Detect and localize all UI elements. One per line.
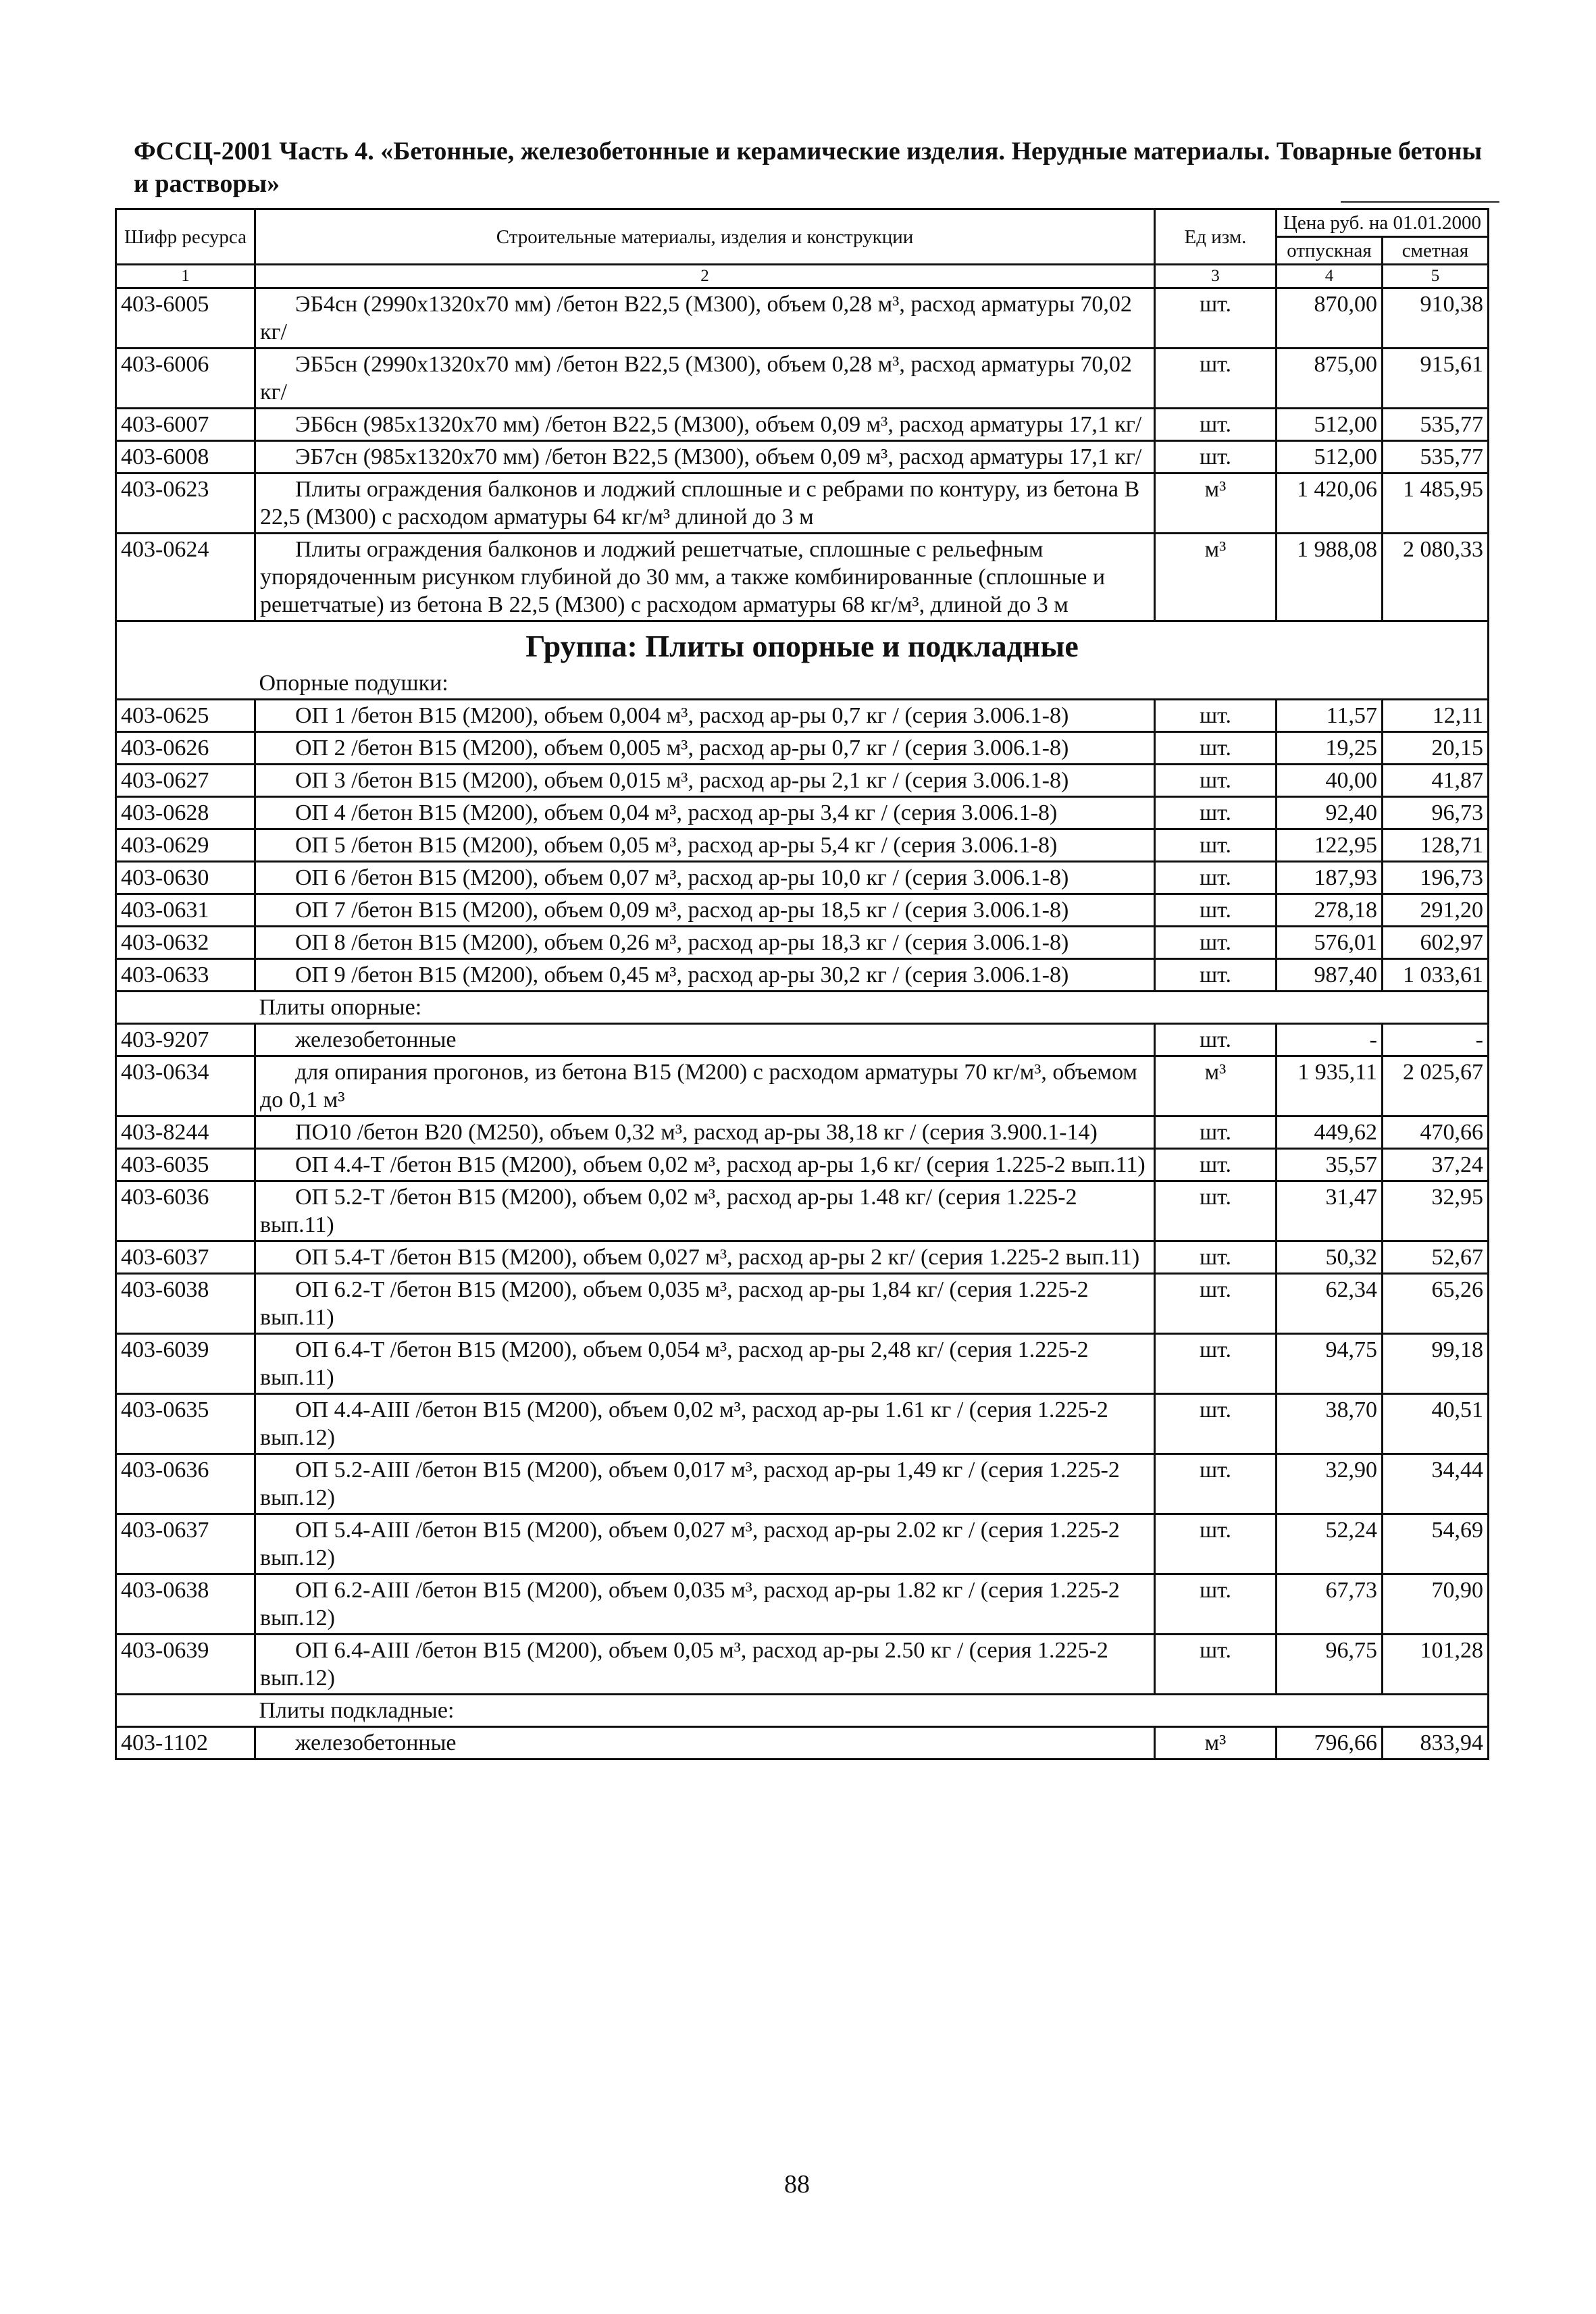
row-description: ОП 4.4-Т /бетон В15 (М200), объем 0,02 м³, расход ар-ры 1,6 кг/ (серия 1.225-2 вып.11) [295, 1152, 1145, 1177]
cell-release-price: 35,57 [1277, 1149, 1383, 1181]
cell-code: 403-6039 [116, 1334, 255, 1394]
cell-name [255, 1181, 1155, 1241]
cell-release-price: 875,00 [1277, 349, 1383, 409]
cell-release-price: 187,93 [1277, 862, 1383, 894]
table-row [116, 829, 1489, 862]
cell-release-price: 576,01 [1277, 927, 1383, 959]
cell-unit: шт. [1155, 700, 1277, 732]
cell-estimate-price: 12,11 [1383, 700, 1489, 732]
header-name: Строительные материалы, изделия и конструкции [255, 209, 1155, 265]
row-description: ОП 6.4-АIII /бетон В15 (М200), объем 0,05 м³, расход ар-ры 2.50 кг / (серия 1.225-2 вып.12) [260, 1638, 1108, 1691]
cell-code: 403-0633 [116, 959, 255, 992]
cell-release-price: 122,95 [1277, 829, 1383, 862]
cell-unit: шт. [1155, 927, 1277, 959]
table-header-row [116, 209, 1489, 237]
cell-unit: м³ [1155, 534, 1277, 621]
cell-release-price: 512,00 [1277, 409, 1383, 441]
cell-name [255, 894, 1155, 927]
group-title: Группа: Плиты опорные и подкладные [116, 621, 1489, 669]
cell-code: 403-0629 [116, 829, 255, 862]
cell-estimate-price: 196,73 [1383, 862, 1489, 894]
cell-code: 403-0639 [116, 1635, 255, 1695]
cell-unit: м³ [1155, 1727, 1277, 1759]
cell-release-price: 31,47 [1277, 1181, 1383, 1241]
table-row [116, 288, 1489, 349]
cell-release-price: - [1277, 1024, 1383, 1056]
table-body [116, 288, 1489, 1759]
cell-name [255, 700, 1155, 732]
cell-release-price: 92,40 [1277, 797, 1383, 829]
cell-name [255, 1274, 1155, 1334]
cell-estimate-price: 833,94 [1383, 1727, 1489, 1759]
cell-name [255, 1727, 1155, 1759]
row-description: ОП 6 /бетон В15 (М200), объем 0,07 м³, расход ар-ры 10,0 кг / (серия 3.006.1-8) [295, 865, 1069, 890]
cell-unit: шт. [1155, 732, 1277, 765]
header-estimate-price: сметная [1383, 237, 1489, 265]
table-row [116, 409, 1489, 441]
table-row [116, 1181, 1489, 1241]
row-description: ПО10 /бетон В20 (М250), объем 0,32 м³, расход ар-ры 38,18 кг / (серия 3.900.1-14) [295, 1120, 1098, 1145]
row-description: ОП 4.4-АIII /бетон В15 (М200), объем 0,02 м³, расход ар-ры 1.61 кг / (серия 1.225-2 вып.12) [260, 1397, 1108, 1450]
row-description: ОП 6.4-Т /бетон В15 (М200), объем 0,054 м³, расход ар-ры 2,48 кг/ (серия 1.225-2 вып.11) [260, 1337, 1089, 1390]
cell-estimate-price: 470,66 [1383, 1116, 1489, 1149]
cell-code: 403-0637 [116, 1514, 255, 1574]
table-row [116, 1727, 1489, 1759]
row-description: ОП 6.2-АIII /бетон В15 (М200), объем 0,035 м³, расход ар-ры 1.82 кг / (серия 1.225-2 вып.12) [260, 1578, 1120, 1630]
cell-code: 403-0628 [116, 797, 255, 829]
cell-name [255, 349, 1155, 409]
row-description: ОП 3 /бетон В15 (М200), объем 0,015 м³, расход ар-ры 2,1 кг / (серия 3.006.1-8) [295, 768, 1069, 793]
cell-unit: шт. [1155, 1274, 1277, 1334]
subhead-cushions: Опорные подушки: [255, 668, 1489, 700]
cell-estimate-price: 96,73 [1383, 797, 1489, 829]
cell-estimate-price: 1 485,95 [1383, 473, 1489, 534]
table-row [116, 1056, 1489, 1116]
cell-estimate-price: 20,15 [1383, 732, 1489, 765]
subhead-spacer [116, 1695, 255, 1727]
cell-unit: шт. [1155, 1116, 1277, 1149]
cell-name [255, 1116, 1155, 1149]
table-row [116, 1149, 1489, 1181]
row-description: ОП 2 /бетон В15 (М200), объем 0,005 м³, расход ар-ры 0,7 кг / (серия 3.006.1-8) [295, 736, 1069, 761]
table-row [116, 862, 1489, 894]
cell-estimate-price: 37,24 [1383, 1149, 1489, 1181]
cell-code: 403-0634 [116, 1056, 255, 1116]
cell-name [255, 1149, 1155, 1181]
header-unit: Ед изм. [1155, 209, 1277, 265]
page-title: ФССЦ-2001 Часть 4. «Бетонные, железобетонные и керамические изделия. Нерудные материалы. Товарные бетоны и растворы» [134, 137, 1483, 198]
cell-release-price: 987,40 [1277, 959, 1383, 992]
table-row [116, 1334, 1489, 1394]
row-description: ОП 8 /бетон В15 (М200), объем 0,26 м³, расход ар-ры 18,3 кг / (серия 3.006.1-8) [295, 930, 1069, 955]
table-row [116, 1116, 1489, 1149]
cell-unit: м³ [1155, 473, 1277, 534]
header-code: Шифр ресурса [116, 209, 255, 265]
cell-unit: шт. [1155, 862, 1277, 894]
row-description: ОП 9 /бетон В15 (М200), объем 0,45 м³, расход ар-ры 30,2 кг / (серия 3.006.1-8) [295, 962, 1069, 987]
row-description: ЭБ6сн (985x1320x70 мм) /бетон В22,5 (М300), объем 0,09 м³, расход арматуры 17,1 кг/ [295, 412, 1142, 437]
cell-code: 403-0623 [116, 473, 255, 534]
column-number: 4 [1277, 265, 1383, 288]
cell-code: 403-0636 [116, 1454, 255, 1514]
table-row [116, 1024, 1489, 1056]
cell-estimate-price: 535,77 [1383, 441, 1489, 473]
cell-unit: шт. [1155, 894, 1277, 927]
cell-name [255, 473, 1155, 534]
cell-code: 403-6006 [116, 349, 255, 409]
cell-code: 403-0625 [116, 700, 255, 732]
cell-name [255, 1024, 1155, 1056]
cell-name [255, 1394, 1155, 1454]
cell-release-price: 52,24 [1277, 1514, 1383, 1574]
table-row [116, 1241, 1489, 1274]
group-title-row [116, 621, 1489, 669]
table-row [116, 441, 1489, 473]
cell-code: 403-0627 [116, 765, 255, 797]
cell-estimate-price: 2 080,33 [1383, 534, 1489, 621]
cell-name [255, 441, 1155, 473]
price-table [115, 208, 1489, 1760]
subhead-spacer [116, 668, 255, 700]
cell-unit: шт. [1155, 1241, 1277, 1274]
table-row [116, 959, 1489, 992]
cell-unit: шт. [1155, 1574, 1277, 1635]
cell-release-price: 1 420,06 [1277, 473, 1383, 534]
cell-estimate-price: 291,20 [1383, 894, 1489, 927]
cell-name [255, 959, 1155, 992]
cell-estimate-price: 1 033,61 [1383, 959, 1489, 992]
cell-release-price: 94,75 [1277, 1334, 1383, 1394]
cell-unit: шт. [1155, 288, 1277, 349]
column-number: 1 [116, 265, 255, 288]
subhead-spacer [116, 992, 255, 1024]
cell-code: 403-6008 [116, 441, 255, 473]
cell-name [255, 862, 1155, 894]
cell-estimate-price: 535,77 [1383, 409, 1489, 441]
header-price-group: Цена руб. на 01.01.2000 [1277, 209, 1489, 237]
cell-estimate-price: 99,18 [1383, 1334, 1489, 1394]
cell-unit: шт. [1155, 765, 1277, 797]
cell-name [255, 1241, 1155, 1274]
cell-code: 403-0626 [116, 732, 255, 765]
cell-name [255, 1056, 1155, 1116]
cell-code: 403-6005 [116, 288, 255, 349]
cell-unit: шт. [1155, 1334, 1277, 1394]
cell-unit: шт. [1155, 1635, 1277, 1695]
cell-estimate-price: 54,69 [1383, 1514, 1489, 1574]
cell-estimate-price: 128,71 [1383, 829, 1489, 862]
cell-code: 403-6035 [116, 1149, 255, 1181]
subhead-support: Плиты опорные: [255, 992, 1489, 1024]
cell-unit: шт. [1155, 1181, 1277, 1241]
cell-code: 403-0632 [116, 927, 255, 959]
cell-estimate-price: 602,97 [1383, 927, 1489, 959]
cell-estimate-price: 2 025,67 [1383, 1056, 1489, 1116]
table-row [116, 894, 1489, 927]
cell-code: 403-6037 [116, 1241, 255, 1274]
row-description: ОП 4 /бетон В15 (М200), объем 0,04 м³, расход ар-ры 3,4 кг / (серия 3.006.1-8) [295, 800, 1058, 825]
cell-estimate-price: 70,90 [1383, 1574, 1489, 1635]
cell-name [255, 1574, 1155, 1635]
cell-code: 403-9207 [116, 1024, 255, 1056]
table-row [116, 1394, 1489, 1454]
row-description: Плиты ограждения балконов и лоджий решетчатые, сплошные с рельефным упорядоченным рисунком глубиной до 30 мм, а также комбинированные (сплошные и решетчатые) из бетона В 22,5 (М300) с расходом арматуры 68 кг/м³, длиной до 3 м [260, 537, 1106, 617]
cell-name [255, 797, 1155, 829]
cell-release-price: 796,66 [1277, 1727, 1383, 1759]
cell-code: 403-6036 [116, 1181, 255, 1241]
cell-estimate-price: 41,87 [1383, 765, 1489, 797]
subhead-row [116, 1695, 1489, 1727]
title-rule [1341, 201, 1499, 203]
table-row [116, 1635, 1489, 1695]
column-number: 3 [1155, 265, 1277, 288]
cell-unit: шт. [1155, 1454, 1277, 1514]
cell-release-price: 870,00 [1277, 288, 1383, 349]
subhead-row [116, 992, 1489, 1024]
cell-estimate-price: 34,44 [1383, 1454, 1489, 1514]
cell-code: 403-0624 [116, 534, 255, 621]
cell-release-price: 278,18 [1277, 894, 1383, 927]
cell-release-price: 67,73 [1277, 1574, 1383, 1635]
table-row [116, 1454, 1489, 1514]
row-description: Плиты ограждения балконов и лоджий сплошные и с ребрами по контуру, из бетона В 22,5 (М300) с расходом арматуры 64 кг/м³ длиной до 3 м [260, 477, 1140, 530]
cell-code: 403-1102 [116, 1727, 255, 1759]
cell-estimate-price: 32,95 [1383, 1181, 1489, 1241]
table-row [116, 927, 1489, 959]
row-description: ОП 5 /бетон В15 (М200), объем 0,05 м³, расход ар-ры 5,4 кг / (серия 3.006.1-8) [295, 833, 1058, 858]
cell-code: 403-0631 [116, 894, 255, 927]
cell-name [255, 288, 1155, 349]
cell-name [255, 765, 1155, 797]
cell-estimate-price: 915,61 [1383, 349, 1489, 409]
cell-estimate-price: 101,28 [1383, 1635, 1489, 1695]
cell-unit: шт. [1155, 441, 1277, 473]
row-description: ЭБ7сн (985x1320x70 мм) /бетон В22,5 (М300), объем 0,09 м³, расход арматуры 17,1 кг/ [295, 444, 1142, 469]
cell-name [255, 829, 1155, 862]
cell-unit: шт. [1155, 959, 1277, 992]
cell-name [255, 927, 1155, 959]
cell-unit: шт. [1155, 1149, 1277, 1181]
subhead-row [116, 668, 1489, 700]
table-row [116, 534, 1489, 621]
column-number: 5 [1383, 265, 1489, 288]
cell-name [255, 409, 1155, 441]
table-row [116, 1274, 1489, 1334]
row-description: железобетонные [295, 1027, 457, 1052]
row-description: ОП 6.2-Т /бетон В15 (М200), объем 0,035 м³, расход ар-ры 1,84 кг/ (серия 1.225-2 вып.11) [260, 1277, 1089, 1330]
table-row [116, 1574, 1489, 1635]
cell-unit: м³ [1155, 1056, 1277, 1116]
row-description: ОП 1 /бетон В15 (М200), объем 0,004 м³, расход ар-ры 0,7 кг / (серия 3.006.1-8) [295, 703, 1069, 728]
cell-unit: шт. [1155, 1024, 1277, 1056]
table-row [116, 797, 1489, 829]
cell-name [255, 732, 1155, 765]
cell-release-price: 62,34 [1277, 1274, 1383, 1334]
cell-release-price: 40,00 [1277, 765, 1383, 797]
cell-unit: шт. [1155, 349, 1277, 409]
cell-release-price: 449,62 [1277, 1116, 1383, 1149]
row-description: ОП 7 /бетон В15 (М200), объем 0,09 м³, расход ар-ры 18,5 кг / (серия 3.006.1-8) [295, 898, 1069, 923]
cell-release-price: 32,90 [1277, 1454, 1383, 1514]
cell-code: 403-0635 [116, 1394, 255, 1454]
cell-unit: шт. [1155, 829, 1277, 862]
table-row [116, 700, 1489, 732]
cell-release-price: 38,70 [1277, 1394, 1383, 1454]
cell-release-price: 19,25 [1277, 732, 1383, 765]
row-description: ОП 5.4-АIII /бетон В15 (М200), объем 0,027 м³, расход ар-ры 2.02 кг / (серия 1.225-2 вып.12) [260, 1518, 1120, 1570]
cell-name [255, 1514, 1155, 1574]
cell-name [255, 1635, 1155, 1695]
page-number: 88 [784, 2170, 810, 2199]
cell-release-price: 1 935,11 [1277, 1056, 1383, 1116]
cell-estimate-price: 65,26 [1383, 1274, 1489, 1334]
subhead-underlay: Плиты подкладные: [255, 1695, 1489, 1727]
table-row [116, 349, 1489, 409]
cell-unit: шт. [1155, 797, 1277, 829]
cell-estimate-price: 52,67 [1383, 1241, 1489, 1274]
column-number-row [116, 265, 1489, 288]
cell-name [255, 534, 1155, 621]
row-description: ОП 5.4-Т /бетон В15 (М200), объем 0,027 м³, расход ар-ры 2 кг/ (серия 1.225-2 вып.11) [295, 1245, 1140, 1270]
table-row [116, 473, 1489, 534]
row-description: ОП 5.2-АIII /бетон В15 (М200), объем 0,017 м³, расход ар-ры 1,49 кг / (серия 1.225-2 вып.12) [260, 1458, 1120, 1510]
cell-release-price: 50,32 [1277, 1241, 1383, 1274]
cell-code: 403-6007 [116, 409, 255, 441]
table-row [116, 732, 1489, 765]
cell-code: 403-0630 [116, 862, 255, 894]
cell-code: 403-0638 [116, 1574, 255, 1635]
cell-release-price: 1 988,08 [1277, 534, 1383, 621]
table-row [116, 765, 1489, 797]
row-description: ЭБ5сн (2990x1320x70 мм) /бетон В22,5 (М300), объем 0,28 м³, расход арматуры 70,02 кг/ [260, 352, 1132, 405]
cell-name [255, 1454, 1155, 1514]
cell-release-price: 96,75 [1277, 1635, 1383, 1695]
header-release-price: отпускная [1277, 237, 1383, 265]
cell-code: 403-8244 [116, 1116, 255, 1149]
cell-name [255, 1334, 1155, 1394]
cell-code: 403-6038 [116, 1274, 255, 1334]
cell-release-price: 512,00 [1277, 441, 1383, 473]
cell-unit: шт. [1155, 1394, 1277, 1454]
row-description: железобетонные [295, 1730, 457, 1755]
column-number: 2 [255, 265, 1155, 288]
row-description: для опирания прогонов, из бетона В15 (М200) с расходом арматуры 70 кг/м³, объемом до 0,1 м³ [260, 1060, 1137, 1112]
cell-unit: шт. [1155, 409, 1277, 441]
cell-release-price: 11,57 [1277, 700, 1383, 732]
table-row [116, 1514, 1489, 1574]
row-description: ЭБ4сн (2990x1320x70 мм) /бетон В22,5 (М300), объем 0,28 м³, расход арматуры 70,02 кг/ [260, 292, 1132, 344]
row-description: ОП 5.2-Т /бетон В15 (М200), объем 0,02 м³, расход ар-ры 1.48 кг/ (серия 1.225-2 вып.11) [260, 1185, 1077, 1237]
cell-estimate-price: 910,38 [1383, 288, 1489, 349]
cell-unit: шт. [1155, 1514, 1277, 1574]
cell-estimate-price: - [1383, 1024, 1489, 1056]
cell-estimate-price: 40,51 [1383, 1394, 1489, 1454]
